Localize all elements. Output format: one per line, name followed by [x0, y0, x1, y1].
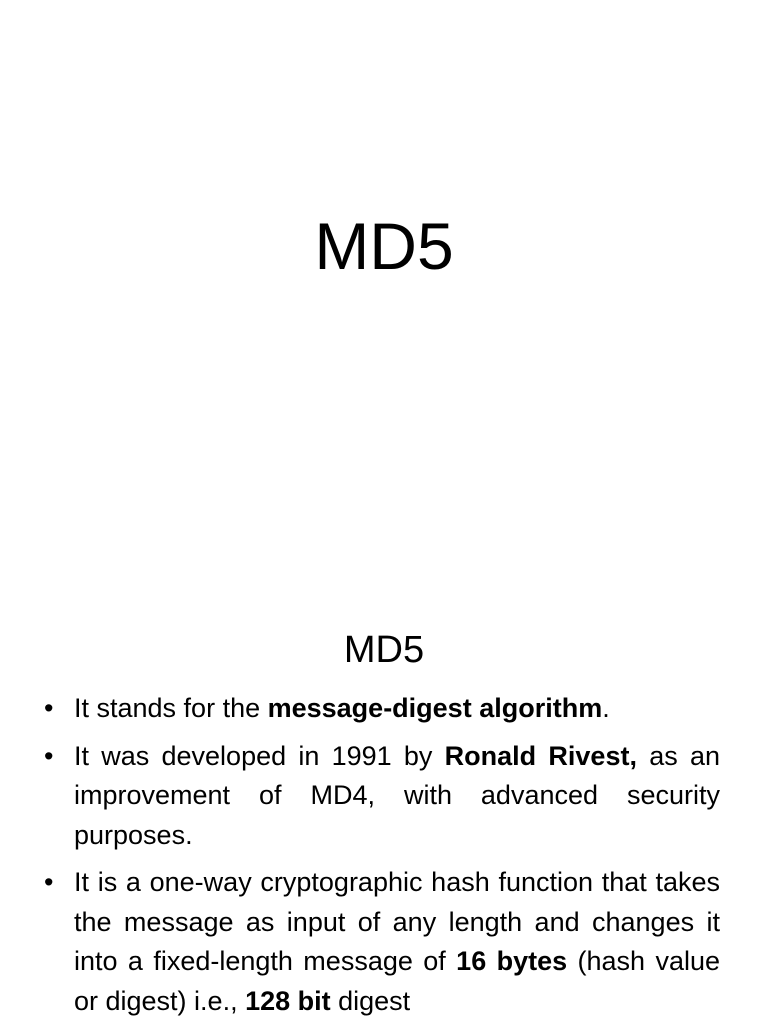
- bullet-text: It was developed in 1991 by: [74, 740, 445, 771]
- bullet-text: It stands for the: [74, 693, 268, 723]
- bullet-item: [44, 737, 720, 856]
- section-heading: MD5: [343, 629, 425, 671]
- bullet-bold-text: Ronald Rivest,: [444, 740, 637, 771]
- bullet-dot-icon: •: [44, 740, 54, 771]
- bullet-dot-icon: •: [44, 693, 54, 723]
- bullet-text: (hash value or digest) i.e.,: [74, 946, 721, 1016]
- bullet-text: digest: [330, 985, 411, 1016]
- bullet-item: [44, 689, 720, 729]
- bullet-text: It is a one-way cryptographic hash function that takes the message as input of any length and changes it into a fixed-length message of: [74, 867, 720, 976]
- bullet-text: .: [602, 693, 610, 723]
- bullet-dot-icon: •: [44, 867, 54, 897]
- bullet-text: as an improvement of MD4, with advanced security purposes.: [74, 740, 720, 850]
- bullet-bold-text: message-digest algorithm: [267, 693, 603, 723]
- bullet-bold-text: 128 bit: [245, 985, 331, 1016]
- bullet-item: [44, 863, 721, 1021]
- bullet-bold-text: 16 bytes: [456, 946, 568, 976]
- slide-title: MD5: [314, 209, 454, 283]
- bullet-list: [0, 689, 768, 1029]
